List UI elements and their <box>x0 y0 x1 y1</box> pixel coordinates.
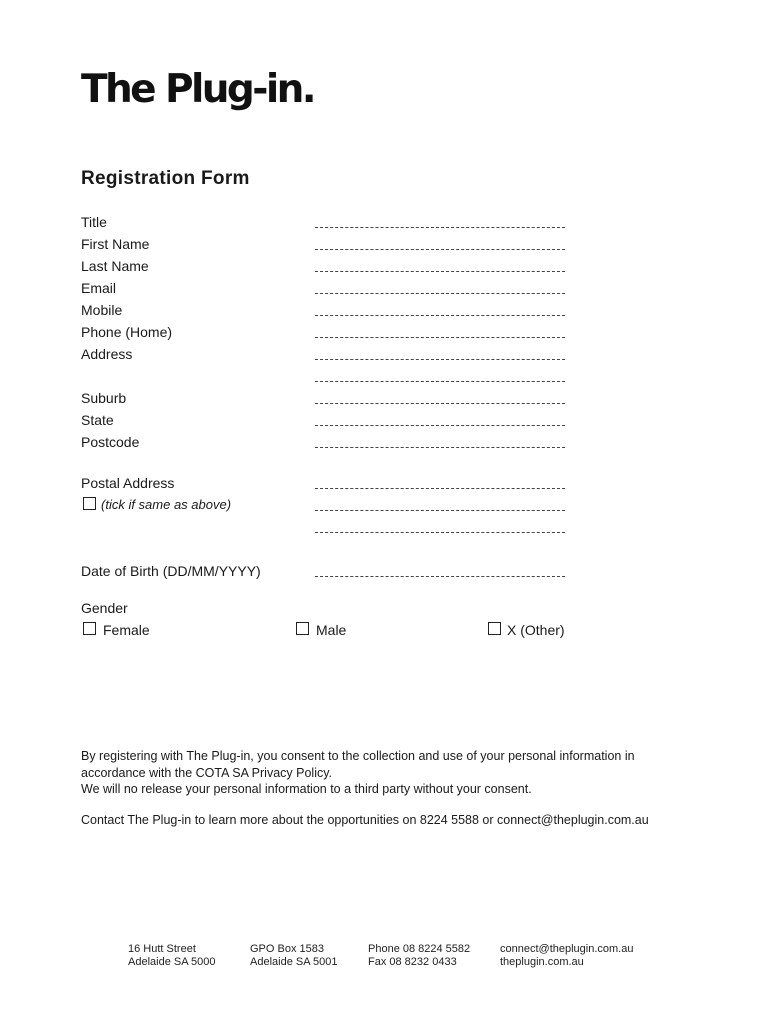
first-name-line[interactable] <box>315 249 565 250</box>
form-title: Registration Form <box>81 168 250 189</box>
field-label-title: Title <box>81 214 107 230</box>
field-label-phone-home: Phone (Home) <box>81 324 173 340</box>
dob-line[interactable] <box>315 576 565 577</box>
footer-postal-line-2: Adelaide SA 5001 <box>250 956 338 968</box>
gender-male-label: Male <box>316 622 347 638</box>
gender-female-checkbox[interactable] <box>83 622 96 635</box>
field-label-email: Email <box>81 280 117 296</box>
field-label-first-name: First Name <box>81 236 150 252</box>
field-label-postcode: Postcode <box>81 434 140 450</box>
consent-line-1: By registering with The Plug-in, you consent to the collection and use of your personal information in accordance with the COTA SA Privacy Policy. <box>81 749 635 780</box>
address-line-1[interactable] <box>315 359 565 360</box>
same-as-above-checkbox[interactable] <box>83 497 96 510</box>
postal-address-line-2[interactable] <box>315 510 565 511</box>
field-label-dob: Date of Birth (DD/MM/YYYY) <box>81 563 261 579</box>
contact-text: Contact The Plug-in to learn more about the opportunities on 8224 5588 or connect@theplugin.com.au <box>81 813 649 827</box>
suburb-line[interactable] <box>315 403 565 404</box>
field-label-postal-address: Postal Address <box>81 475 175 491</box>
field-label-state: State <box>81 412 114 428</box>
address-line-2[interactable] <box>315 381 565 382</box>
footer-street-line-1: 16 Hutt Street <box>128 943 196 955</box>
field-label-mobile: Mobile <box>81 302 123 318</box>
consent-text <box>81 748 701 798</box>
gender-other-label: X (Other) <box>507 622 565 638</box>
footer-email: connect@theplugin.com.au <box>500 943 634 955</box>
field-label-address: Address <box>81 346 133 362</box>
last-name-line[interactable] <box>315 271 565 272</box>
phone-home-line[interactable] <box>315 337 565 338</box>
gender-female-label: Female <box>103 622 150 638</box>
field-label-suburb: Suburb <box>81 390 127 406</box>
consent-line-2: We will no release your personal information to a third party without your consent. <box>81 782 532 796</box>
footer-postal <box>250 943 337 969</box>
postcode-line[interactable] <box>315 447 565 448</box>
postal-address-line-1[interactable] <box>315 488 565 489</box>
title-line[interactable] <box>315 227 565 228</box>
email-line[interactable] <box>315 293 565 294</box>
footer-fax: Fax 08 8232 0433 <box>368 956 457 968</box>
postal-address-line-3[interactable] <box>315 532 565 533</box>
footer-phone-fax <box>368 943 470 969</box>
mobile-line[interactable] <box>315 315 565 316</box>
footer-postal-line-1: GPO Box 1583 <box>250 943 324 955</box>
state-line[interactable] <box>315 425 565 426</box>
footer-web <box>500 943 633 969</box>
logo: The Plug-in. <box>81 67 314 112</box>
footer-website: theplugin.com.au <box>500 956 584 968</box>
field-label-gender: Gender <box>81 600 128 616</box>
footer-phone: Phone 08 8224 5582 <box>368 943 471 955</box>
same-as-above-note: (tick if same as above) <box>101 497 232 512</box>
gender-male-checkbox[interactable] <box>296 622 309 635</box>
footer-street-line-2: Adelaide SA 5000 <box>128 956 216 968</box>
gender-other-checkbox[interactable] <box>488 622 501 635</box>
field-label-last-name: Last Name <box>81 258 149 274</box>
footer-street <box>128 943 215 969</box>
